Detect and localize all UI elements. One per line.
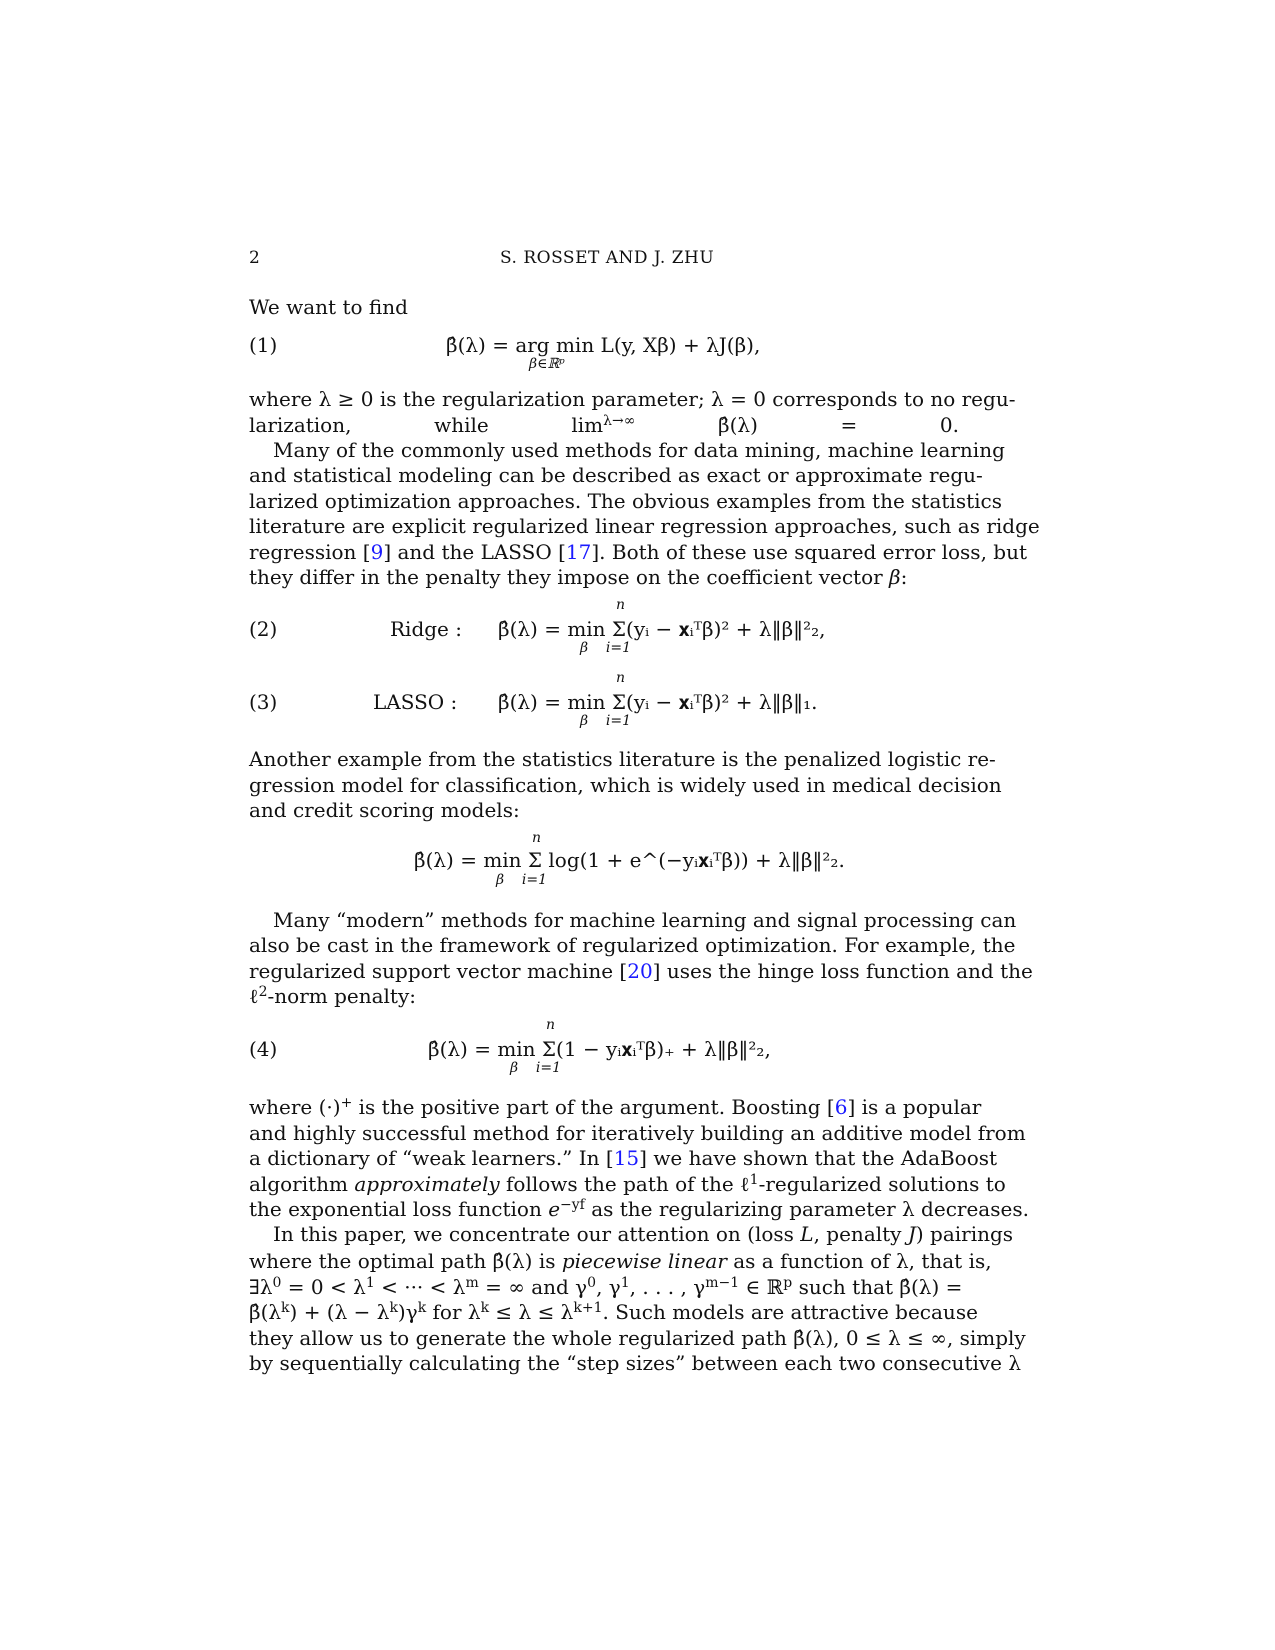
- text-line: [249, 933, 1016, 957]
- text-segment: . Such models are attractive because: [602, 1300, 978, 1325]
- equation-body: β̂(λ) = arg min L(y, Xβ) + λJ(β),: [446, 333, 761, 357]
- text-segment: ℓ: [740, 1171, 750, 1196]
- text-segment: −yf: [560, 1197, 585, 1214]
- text-segment: ℓ: [249, 984, 259, 1009]
- text-segment: λ: [711, 387, 724, 411]
- text-line: [249, 772, 1002, 797]
- text-segment: -norm penalty:: [267, 984, 416, 1009]
- equation-subscript: β∈ℝᵖ: [529, 356, 565, 372]
- text-line: [249, 295, 959, 319]
- text-segment: and statistical modeling can be described as exact or approximate regu-: [249, 463, 983, 487]
- text-segment: larization, while lim: [249, 412, 604, 437]
- text-segment: where the optimal path β̂(λ) is: [249, 1249, 562, 1273]
- equation-body: β̂(λ) = min Σ(1 − yᵢ𝐱ᵢᵀβ)₊ + λ‖β‖²₂,: [428, 1037, 771, 1061]
- text-segment: k: [417, 1300, 427, 1317]
- citation-link[interactable]: 15: [613, 1146, 640, 1171]
- text-segment: p: [783, 1274, 793, 1291]
- text-segment: literature are explicit regularized linear regression approaches, such as ridge: [249, 514, 1040, 539]
- text-segment: regression [: [249, 539, 371, 564]
- text-line: [249, 1197, 1029, 1222]
- equation-body: β̂(λ) = min Σ(yᵢ − 𝐱ᵢᵀβ)² + λ‖β‖₁.: [498, 690, 818, 714]
- running-head: S. ROSSET AND J. ZHU: [500, 248, 715, 268]
- text-line: [249, 1146, 998, 1171]
- text-segment: 2: [258, 984, 268, 1001]
- text-segment: L: [800, 1222, 814, 1246]
- text-segment: the exponential loss function: [249, 1197, 549, 1222]
- equation-number: (1): [249, 333, 278, 357]
- text-line: [273, 908, 1017, 932]
- text-segment: Many of the commonly used methods for data mining, machine learning: [273, 438, 1005, 462]
- text-segment: We want to find: [249, 295, 408, 319]
- text-segment: decreases.: [914, 1197, 1029, 1222]
- equation-number: (2): [249, 617, 278, 641]
- text-line: [249, 539, 1027, 564]
- text-line: [249, 1325, 1026, 1350]
- text-segment: ] and the LASSO [: [383, 539, 566, 564]
- text-segment: also be cast in the framework of regularized optimization. For example, the: [249, 933, 1016, 957]
- text-segment: larized optimization approaches. The obvious examples from the statistics: [249, 488, 1002, 513]
- text-line: [249, 984, 959, 1009]
- text-segment: = ∞ and γ: [478, 1274, 588, 1299]
- text-segment: In this paper, we concentrate our attention on (loss: [273, 1222, 801, 1246]
- text-segment: follows the path of the: [499, 1171, 741, 1196]
- text-line: [249, 1274, 963, 1299]
- equation-label: LASSO :: [373, 690, 458, 714]
- text-line: [249, 1120, 1026, 1145]
- equation-label: Ridge :: [390, 617, 462, 641]
- text-segment: Another example from the statistics literature is the penalized logistic re-: [249, 747, 996, 771]
- equation-superscript: n: [546, 1017, 556, 1033]
- text-segment: ≤ λ ≤ λ: [489, 1300, 574, 1325]
- citation-link[interactable]: 9: [370, 539, 384, 564]
- text-segment: 1: [749, 1171, 759, 1188]
- text-segment: k: [281, 1300, 290, 1317]
- text-line: [273, 438, 1005, 462]
- text-segment: algorithm: [249, 1171, 355, 1196]
- text-segment: 1: [620, 1274, 630, 1291]
- text-segment: ∃λ: [249, 1274, 273, 1299]
- text-segment: a dictionary of “weak learners.” In [: [249, 1146, 614, 1171]
- text-segment: ) + (λ − λ: [289, 1300, 390, 1325]
- text-segment: and credit scoring models:: [249, 798, 520, 823]
- text-segment: λ→∞: [603, 412, 636, 429]
- text-line: [249, 565, 959, 589]
- text-segment: :: [900, 565, 908, 590]
- equation-subscript: β i=1: [580, 713, 632, 729]
- text-segment: they allow us to generate the whole regularized path β̂(λ), 0 ≤ λ ≤ ∞, simply: [249, 1325, 1026, 1350]
- text-segment: ]. Both of these use squared error loss, but: [591, 539, 1027, 564]
- text-segment: , γ: [596, 1274, 621, 1299]
- text-segment: m: [465, 1274, 479, 1291]
- text-segment: < ··· < λ: [374, 1274, 466, 1299]
- equation-subscript: β i=1: [496, 872, 548, 888]
- citation-link[interactable]: 17: [565, 539, 592, 564]
- text-segment: +: [340, 1095, 353, 1111]
- text-segment: λ: [318, 387, 332, 411]
- text-segment: regularized support vector machine [: [249, 958, 628, 983]
- text-line: [249, 1095, 982, 1119]
- text-segment: = 0 corresponds to no regu-: [723, 387, 1016, 411]
- text-segment: Many “modern” methods for machine learning and signal processing can: [273, 908, 1017, 932]
- text-segment: for λ: [426, 1300, 481, 1325]
- text-segment: β̂(λ) = 0.: [635, 412, 959, 437]
- text-segment: k: [389, 1300, 398, 1317]
- page-number: 2: [249, 248, 261, 268]
- text-segment: -regularized solutions to: [758, 1171, 1006, 1196]
- text-segment: ) pairings: [915, 1222, 1014, 1246]
- text-line: [249, 514, 1040, 539]
- text-line: [249, 1249, 992, 1273]
- equation-superscript: n: [616, 597, 626, 613]
- text-segment: and highly successful method for iteratively building an additive model from: [249, 1120, 1026, 1145]
- equation-number: (4): [249, 1037, 278, 1061]
- text-line: [249, 958, 1033, 983]
- text-segment: m−1: [705, 1274, 740, 1291]
- text-segment: , . . . , γ: [629, 1274, 706, 1299]
- text-segment: as a function of λ, that is,: [726, 1249, 992, 1273]
- text-segment: ] we have shown that the AdaBoost: [639, 1146, 998, 1171]
- text-segment: approximately: [354, 1171, 500, 1196]
- text-segment: 0: [587, 1274, 597, 1291]
- text-segment: λ: [902, 1197, 915, 1222]
- citation-link[interactable]: 6: [834, 1095, 848, 1119]
- text-segment: gression model for classification, which is widely used in medical decision: [249, 772, 1002, 797]
- text-segment: k: [480, 1300, 490, 1317]
- text-segment: where: [249, 387, 319, 411]
- equation-number: (3): [249, 690, 278, 714]
- equation-subscript: β i=1: [510, 1060, 562, 1076]
- text-line: [249, 747, 996, 771]
- text-line: [273, 1222, 1014, 1246]
- text-segment: β̂(λ: [249, 1300, 282, 1325]
- text-segment: ∈ ℝ: [739, 1274, 784, 1299]
- equation-body: β̂(λ) = min Σ log(1 + e^(−yᵢ𝐱ᵢᵀβ)) + λ‖β‖²₂.: [414, 848, 845, 872]
- text-line: [249, 463, 983, 487]
- equation-superscript: n: [532, 830, 542, 846]
- text-line: [249, 387, 1016, 411]
- text-segment: where (·): [249, 1095, 341, 1119]
- text-segment: ≥ 0 is the regularization parameter;: [331, 387, 712, 411]
- text-segment: 1: [365, 1274, 375, 1291]
- text-segment: , penalty: [813, 1222, 908, 1246]
- text-line: [249, 798, 959, 822]
- equation-superscript: n: [616, 670, 626, 686]
- text-segment: β: [889, 565, 901, 590]
- text-line: [249, 488, 1002, 513]
- text-segment: e: [548, 1197, 561, 1222]
- text-segment: they differ in the penalty they impose on the coefficient vector: [249, 565, 890, 590]
- text-line: [249, 1300, 978, 1325]
- equation-subscript: β i=1: [580, 640, 632, 656]
- text-line: [249, 1171, 1006, 1197]
- text-segment: ] is a popular: [847, 1095, 982, 1119]
- equation-body: β̂(λ) = min Σ(yᵢ − 𝐱ᵢᵀβ)² + λ‖β‖²₂,: [498, 617, 826, 641]
- text-segment: as the regularizing parameter: [584, 1197, 903, 1222]
- text-segment: ] uses the hinge loss function and the: [652, 958, 1033, 983]
- text-segment: piecewise linear: [561, 1249, 727, 1273]
- text-segment: 0: [272, 1274, 282, 1291]
- text-segment: J: [907, 1222, 916, 1246]
- text-segment: = 0 < λ: [281, 1274, 366, 1299]
- text-segment: by sequentially calculating the “step sizes” between each two consecutive λ: [249, 1351, 1022, 1376]
- text-line: [249, 413, 959, 437]
- text-segment: k+1: [573, 1300, 603, 1317]
- text-segment: )γ: [397, 1300, 418, 1325]
- text-segment: is the positive part of the argument. Boosting [: [352, 1095, 835, 1119]
- citation-link[interactable]: 20: [627, 958, 653, 983]
- text-line: [249, 1351, 1022, 1376]
- text-segment: such that β̂(λ) =: [792, 1274, 963, 1299]
